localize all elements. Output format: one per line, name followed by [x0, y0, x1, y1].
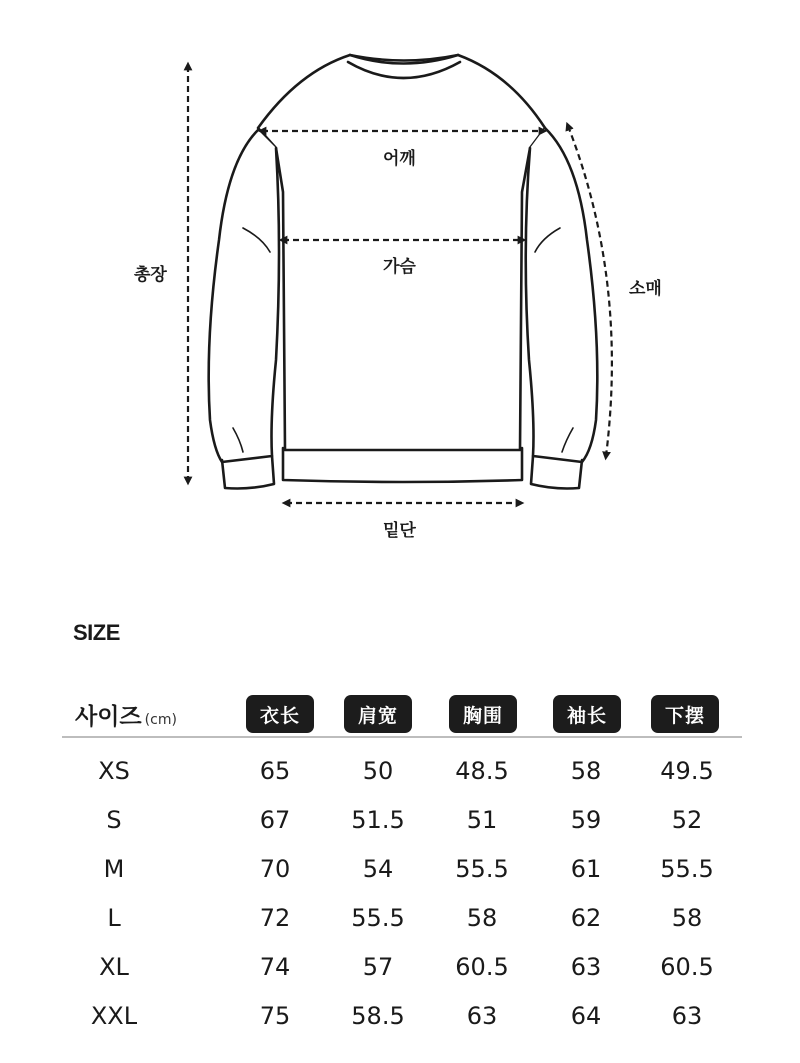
table-cell: 75 — [259, 1002, 291, 1030]
table-cell: 60.5 — [455, 953, 509, 981]
header-hem: 下摆 — [651, 695, 719, 733]
table-cell: 58 — [570, 757, 602, 785]
table-cell: 74 — [259, 953, 291, 981]
table-cell: 54 — [362, 855, 394, 883]
table-cell: 60.5 — [660, 953, 714, 981]
table-cell: 63 — [466, 1002, 498, 1030]
table-cell: 59 — [570, 806, 602, 834]
chest-label: 가슴 — [383, 257, 416, 277]
table-cell: 72 — [259, 904, 291, 932]
header-sleeve: 袖长 — [553, 695, 621, 733]
table-cell: 51 — [466, 806, 498, 834]
size-label: XL — [99, 953, 129, 981]
header-divider — [62, 736, 742, 738]
table-cell: 49.5 — [660, 757, 714, 785]
table-cell: 50 — [362, 757, 394, 785]
table-cell: 57 — [362, 953, 394, 981]
size-label: XXL — [90, 1002, 138, 1030]
size-label: L — [107, 904, 121, 932]
table-cell: 55.5 — [455, 855, 509, 883]
sleeve-label: 소매 — [629, 279, 662, 299]
table-cell: 51.5 — [351, 806, 405, 834]
hem-label: 밑단 — [383, 521, 416, 541]
table-cell: 58 — [466, 904, 498, 932]
table-cell: 67 — [259, 806, 291, 834]
size-heading: SIZE — [73, 620, 120, 645]
header-shoulder: 肩宽 — [344, 695, 412, 733]
size-label: M — [103, 855, 125, 883]
table-cell: 64 — [570, 1002, 602, 1030]
header-chest: 胸围 — [449, 695, 517, 733]
table-cell: 48.5 — [455, 757, 509, 785]
table-cell: 55.5 — [351, 904, 405, 932]
shoulder-label: 어깨 — [383, 149, 416, 169]
table-cell: 58.5 — [351, 1002, 405, 1030]
table-cell: 62 — [570, 904, 602, 932]
size-label: S — [106, 806, 122, 834]
table-cell: 55.5 — [660, 855, 714, 883]
table-cell: 58 — [671, 904, 703, 932]
length-label: 총장 — [134, 265, 167, 285]
size-column-title — [75, 698, 177, 731]
table-cell: 63 — [570, 953, 602, 981]
table-cell: 70 — [259, 855, 291, 883]
table-cell: 52 — [671, 806, 703, 834]
table-cell: 65 — [259, 757, 291, 785]
size-label: XS — [98, 757, 130, 785]
header-length: 衣长 — [246, 695, 314, 733]
table-cell: 61 — [570, 855, 602, 883]
size-column-label: 사이즈 — [75, 704, 142, 730]
table-cell: 63 — [671, 1002, 703, 1030]
size-column-unit: (cm) — [144, 712, 177, 728]
